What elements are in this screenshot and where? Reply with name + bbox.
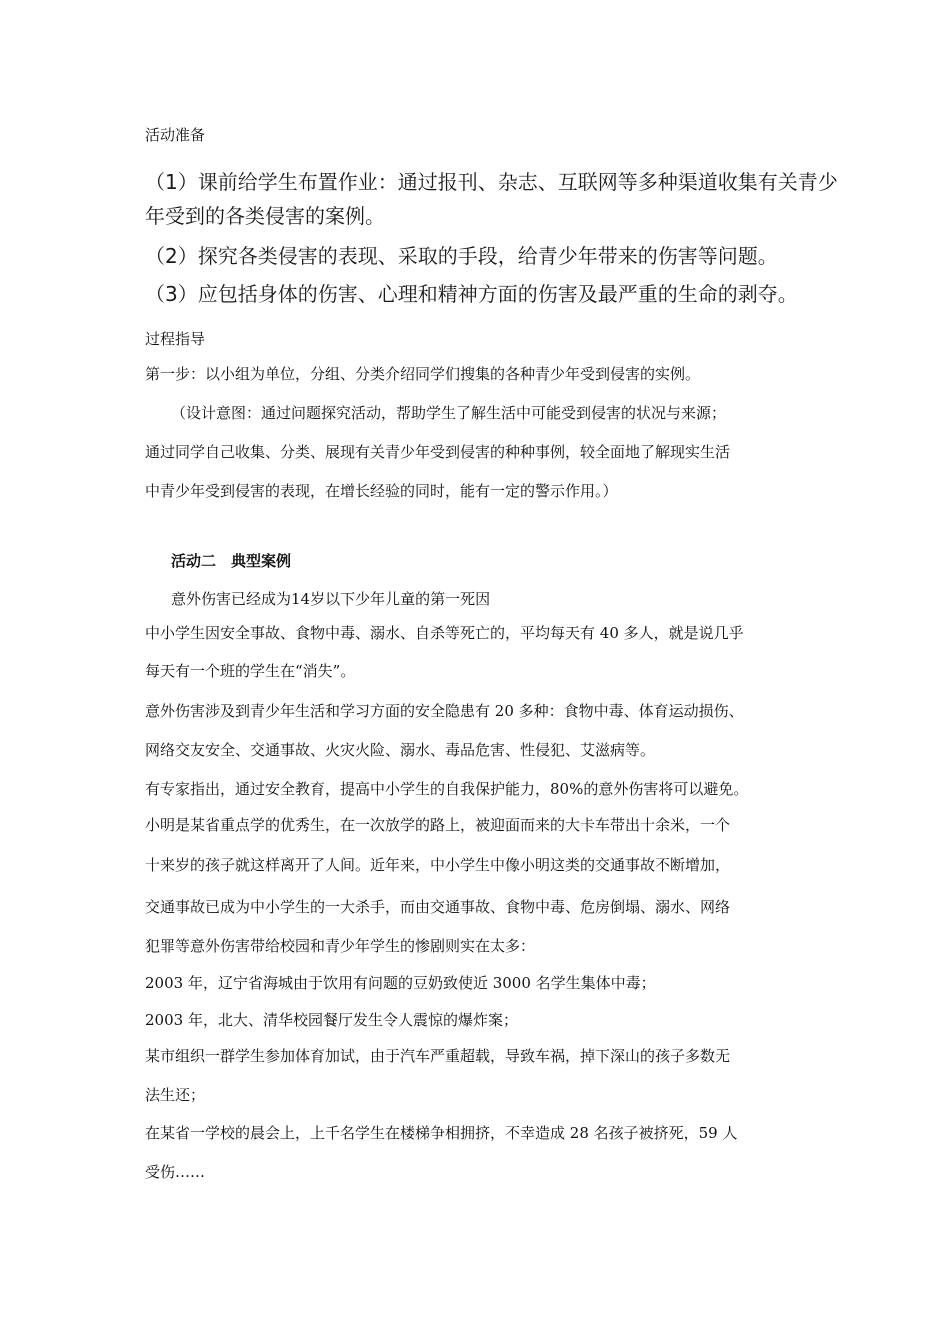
prep-item-1: （1）课前给学生布置作业：通过报刊、杂志、互联网等多种渠道收集有关青少 [145, 170, 838, 194]
activity2-line: 2003 年，辽宁省海城由于饮用有问题的豆奶致使近 3000 名学生集体中毒； [145, 974, 656, 992]
design-intent-line-3: 中青少年受到侵害的表现，在增长经验的同时，能有一定的警示作用。） [145, 482, 618, 500]
activity2-line: 中小学生因安全事故、食物中毒、溺水、自杀等死亡的，平均每天有 40 多人，就是说几乎 [145, 624, 744, 642]
process-heading: 过程指导 [145, 330, 206, 348]
activity2-line: 意外伤害涉及到青少年生活和学习方面的安全隐患有 20 多种：食物中毒、体育运动损伤、 [145, 702, 744, 720]
prep-item-1-cont: 年受到的各类侵害的案例。 [145, 204, 385, 228]
prep-heading: 活动准备 [145, 126, 206, 144]
process-step-1: 第一步：以小组为单位，分组、分类介绍同学们搜集的各种青少年受到侵害的实例。 [145, 365, 701, 383]
activity2-line: 法生还； [145, 1086, 206, 1104]
prep-item-2: （2）探究各类侵害的表现、采取的手段，给青少年带来的伤害等问题。 [145, 244, 778, 268]
activity2-line: 犯罪等意外伤害带给校园和青少年学生的惨剧则实在太多： [145, 937, 536, 955]
design-intent-line-2: 通过同学自己收集、分类、展现有关青少年受到侵害的种种事例，较全面地了解现实生活 [145, 443, 731, 461]
activity2-line: 意外伤害已经成为14岁以下少年儿童的第一死因 [171, 590, 491, 608]
activity2-line: 有专家指出，通过安全教育，提高中小学生的自我保护能力，80%的意外伤害将可以避免。 [145, 780, 749, 798]
design-intent-line-1: （设计意图：通过问题探究活动，帮助学生了解生活中可能受到侵害的状况与来源； [171, 404, 727, 422]
activity2-line: 某市组织一群学生参加体育加试，由于汽车严重超载，导致车祸，掉下深山的孩子多数无 [145, 1047, 731, 1065]
activity2-line: 小明是某省重点学的优秀生，在一次放学的路上，被迎面而来的大卡车带出十余米，一个 [145, 816, 731, 834]
activity2-line: 2003 年，北大、清华校园餐厅发生令人震惊的爆炸案； [145, 1011, 518, 1029]
activity2-line: 十来岁的孩子就这样离开了人间。近年来，中小学生中像小明这类的交通事故不断增加， [145, 856, 731, 874]
activity2-line: 交通事故已成为中小学生的一大杀手，而由交通事故、食物中毒、危房倒塌、溺水、网络 [145, 898, 731, 916]
prep-item-3: （3）应包括身体的伤害、心理和精神方面的伤害及最严重的生命的剥夺。 [145, 282, 798, 306]
activity2-heading: 活动二 典型案例 [171, 552, 292, 570]
activity2-line: 网络交友安全、交通事故、火灾火险、溺水、毒品危害、性侵犯、艾滋病等。 [145, 741, 656, 759]
activity2-line: 受伤…… [145, 1163, 206, 1181]
activity2-line: 在某省一学校的晨会上，上千名学生在楼梯争相拥挤，不幸造成 28 名孩子被挤死，59 人 [145, 1124, 738, 1142]
activity2-line: 每天有一个班的学生在“消失”。 [145, 662, 356, 680]
